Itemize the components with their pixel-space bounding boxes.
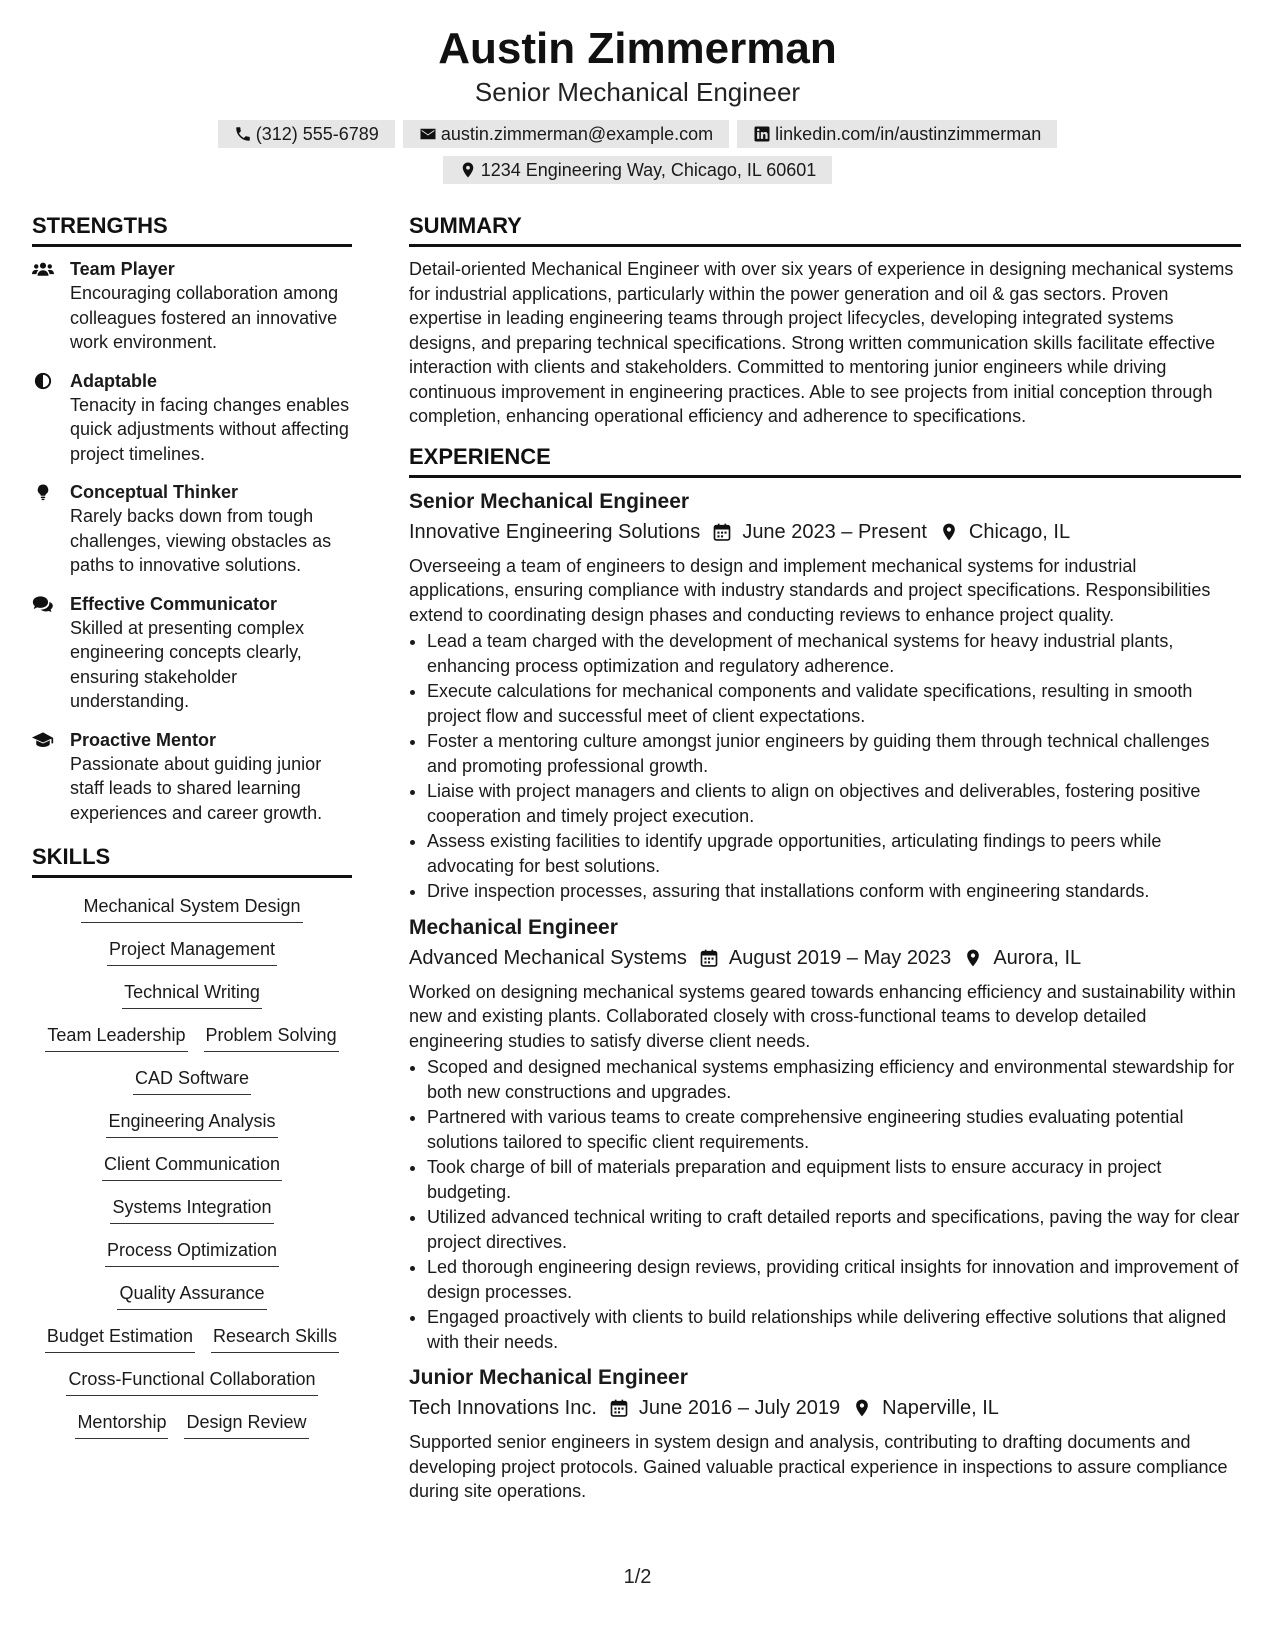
job-meta [409, 944, 1241, 972]
job-location: Aurora, IL [993, 946, 1082, 969]
contact-row [0, 120, 1275, 148]
linkedin-icon [753, 125, 771, 143]
job-description: Overseeing a team of engineers to design and implement mechanical systems for industrial applications, ensuring compliance with industry standards and project specifications. Responsibilities extend to coordinating design phases and conducting reviews to enhance project quality. [409, 555, 1211, 625]
map-marker-icon [939, 522, 959, 542]
calendar-icon [712, 522, 732, 542]
skill-tag: Systems Integration [110, 1195, 273, 1224]
left-column [32, 212, 352, 1439]
list-item: • Lead a team charged with the development of mechanical systems for heavy industrial plants, enhancing process optimization and regulatory adherence. [427, 629, 1241, 678]
job-entry [409, 488, 1241, 904]
strengths-heading: STRENGTHS [32, 212, 352, 247]
skill-tag: Budget Estimation [45, 1324, 195, 1353]
job-dates: August 2019 – May 2023 [728, 946, 952, 969]
skill-tag: Engineering Analysis [106, 1109, 277, 1138]
strength-title: Effective Communicator [70, 593, 278, 614]
list-item: • Took charge of bill of materials preparation and equipment lists to ensure accuracy in project budgeting. [427, 1155, 1241, 1204]
strength-desc: Skilled at presenting complex engineering concepts clearly, ensuring stakeholder understanding. [70, 617, 305, 711]
map-marker-icon [459, 161, 477, 179]
summary-text: Detail-oriented Mechanical Engineer with over six years of experience in designing mechanical systems for industrial applications, particularly within the power generation and oil & gas sectors. Proven expertise in leading engineering teams through project lifecycles, developing integrated systems designs, and preparing technical specifications. Strong written communication skills facilitate effective interaction with clients and stakeholders. Committed to mentoring junior engineers while driving continuous improvement in engineering practices. Able to see projects from initial conception through completion, enhancing operational efficiency and adherence to specifications. [409, 259, 1234, 426]
address-row [0, 156, 1275, 184]
job-bullets [409, 629, 1241, 904]
strength-item [32, 592, 352, 714]
skill-tag: Technical Writing [122, 980, 262, 1009]
job-description: Worked on designing mechanical systems geared towards enhancing efficiency and sustainability within new and existing plants. Collaborated closely with cross-functional teams to develop detailed engineering studies to satisfy diverse client needs. [409, 981, 1236, 1051]
email-text: austin.zimmerman@example.com [440, 124, 714, 144]
strength-title: Conceptual Thinker [70, 482, 239, 502]
candidate-name: Austin Zimmerman [438, 24, 837, 73]
address-chip [443, 156, 833, 184]
list-item: • Utilized advanced technical writing to craft detailed reports and specifications, paving the way for clear project directives. [427, 1205, 1241, 1254]
strength-item [32, 369, 352, 467]
linkedin-text: linkedin.com/in/austinzimmerman [775, 124, 1042, 144]
strength-title: Team Player [70, 259, 175, 279]
strength-title: Adaptable [70, 370, 158, 391]
skills-heading: SKILLS [32, 843, 352, 878]
strength-desc: Rarely backs down from tough challenges, viewing obstacles as paths to innovative solutions. [70, 506, 332, 575]
list-item: • Liaise with project managers and clients to align on objectives and deliverables, fostering positive cooperation and timely project execution. [427, 779, 1241, 828]
job-location: Naperville, IL [882, 1397, 999, 1419]
users-icon [32, 260, 54, 278]
job-bullets [409, 1055, 1241, 1354]
job-entry [409, 914, 1241, 1355]
resume-header [0, 22, 1275, 184]
summary-heading: SUMMARY [409, 212, 1241, 247]
job-title: Junior Mechanical Engineer [409, 1366, 688, 1389]
strength-desc: Encouraging collaboration among colleagues fostered an innovative work environment. [70, 283, 339, 352]
job-description: Supported senior engineers in system design and analysis, contributing to drafting documents and developing project protocols. Gained valuable practical experience in inspections to assure compliance during site operations. [409, 1432, 1228, 1501]
list-item: • Scoped and designed mechanical systems emphasizing efficiency and environmental stewardship for both new constructions and upgrades. [427, 1055, 1241, 1104]
skill-tag: Client Communication [102, 1152, 282, 1181]
linkedin-chip[interactable] [737, 120, 1057, 148]
skill-tag: CAD Software [133, 1066, 251, 1095]
skill-tag: Problem Solving [204, 1023, 339, 1052]
contrast-icon [32, 372, 54, 390]
calendar-icon [699, 948, 719, 968]
comments-icon [32, 595, 54, 613]
job-company: Innovative Engineering Solutions [409, 520, 701, 543]
list-item: • Drive inspection processes, assuring that installations conform with engineering standards. [427, 879, 1241, 904]
skill-tag: Quality Assurance [117, 1281, 266, 1310]
address-text: 1234 Engineering Way, Chicago, IL 60601 [480, 160, 817, 180]
job-dates: June 2016 – July 2019 [638, 1397, 841, 1419]
list-item: • Engaged proactively with clients to build relationships while delivering effective solutions that aligned with their needs. [427, 1305, 1241, 1354]
strength-item [32, 480, 352, 578]
candidate-title: Senior Mechanical Engineer [474, 77, 801, 107]
job-location: Chicago, IL [968, 520, 1071, 543]
calendar-icon [609, 1398, 629, 1418]
skill-tag: Research Skills [211, 1324, 339, 1353]
job-company: Tech Innovations Inc. [409, 1397, 597, 1419]
skills-list [32, 888, 352, 1439]
job-entry [409, 1364, 1241, 1504]
list-item: • Assess existing facilities to identify upgrade opportunities, articulating findings to peers while advocating for best solutions. [427, 829, 1241, 878]
strength-title: Proactive Mentor [70, 729, 217, 750]
strength-desc: Passionate about guiding junior staff leads to shared learning experiences and career growth. [70, 753, 323, 823]
skill-tag: Process Optimization [105, 1238, 279, 1267]
strength-desc: Tenacity in facing changes enables quick adjustments without affecting project timelines. [70, 394, 350, 464]
skill-tag: Cross-Functional Collaboration [66, 1367, 317, 1396]
strength-item [32, 257, 352, 355]
graduation-cap-icon [32, 731, 54, 749]
phone-icon [234, 125, 252, 143]
list-item: • Execute calculations for mechanical components and validate specifications, resulting in smooth project flow and successful meet of client expectations. [427, 679, 1241, 728]
lightbulb-icon [32, 483, 54, 501]
skill-tag: Design Review [184, 1410, 308, 1439]
job-meta [409, 518, 1241, 546]
experience-heading: EXPERIENCE [409, 443, 1241, 478]
job-title: Mechanical Engineer [409, 915, 618, 939]
list-item: • Partnered with various teams to create comprehensive engineering studies evaluating potential solutions tailored to specific client requirements. [427, 1105, 1241, 1154]
phone-text: (312) 555-6789 [255, 124, 379, 144]
page-number: 1/2 [623, 1566, 652, 1588]
skill-tag: Team Leadership [45, 1023, 187, 1052]
job-company: Advanced Mechanical Systems [409, 946, 687, 969]
job-dates: June 2023 – Present [742, 520, 927, 543]
job-title: Senior Mechanical Engineer [409, 489, 690, 513]
map-marker-icon [852, 1398, 872, 1418]
envelope-icon [419, 125, 437, 143]
phone-chip[interactable] [218, 120, 395, 148]
list-item: • Foster a mentoring culture amongst junior engineers by guiding them through technical challenges and promoting professional growth. [427, 729, 1241, 778]
skill-tag: Project Management [107, 937, 277, 966]
skill-tag: Mentorship [75, 1410, 168, 1439]
right-column [409, 212, 1241, 1514]
job-meta [409, 1394, 1241, 1422]
skill-tag: Mechanical System Design [81, 894, 302, 923]
map-marker-icon [963, 948, 983, 968]
email-chip[interactable] [403, 120, 729, 148]
list-item: • Led thorough engineering design reviews, providing critical insights for innovation and improvement of design processes. [427, 1255, 1241, 1304]
strength-item [32, 728, 352, 826]
